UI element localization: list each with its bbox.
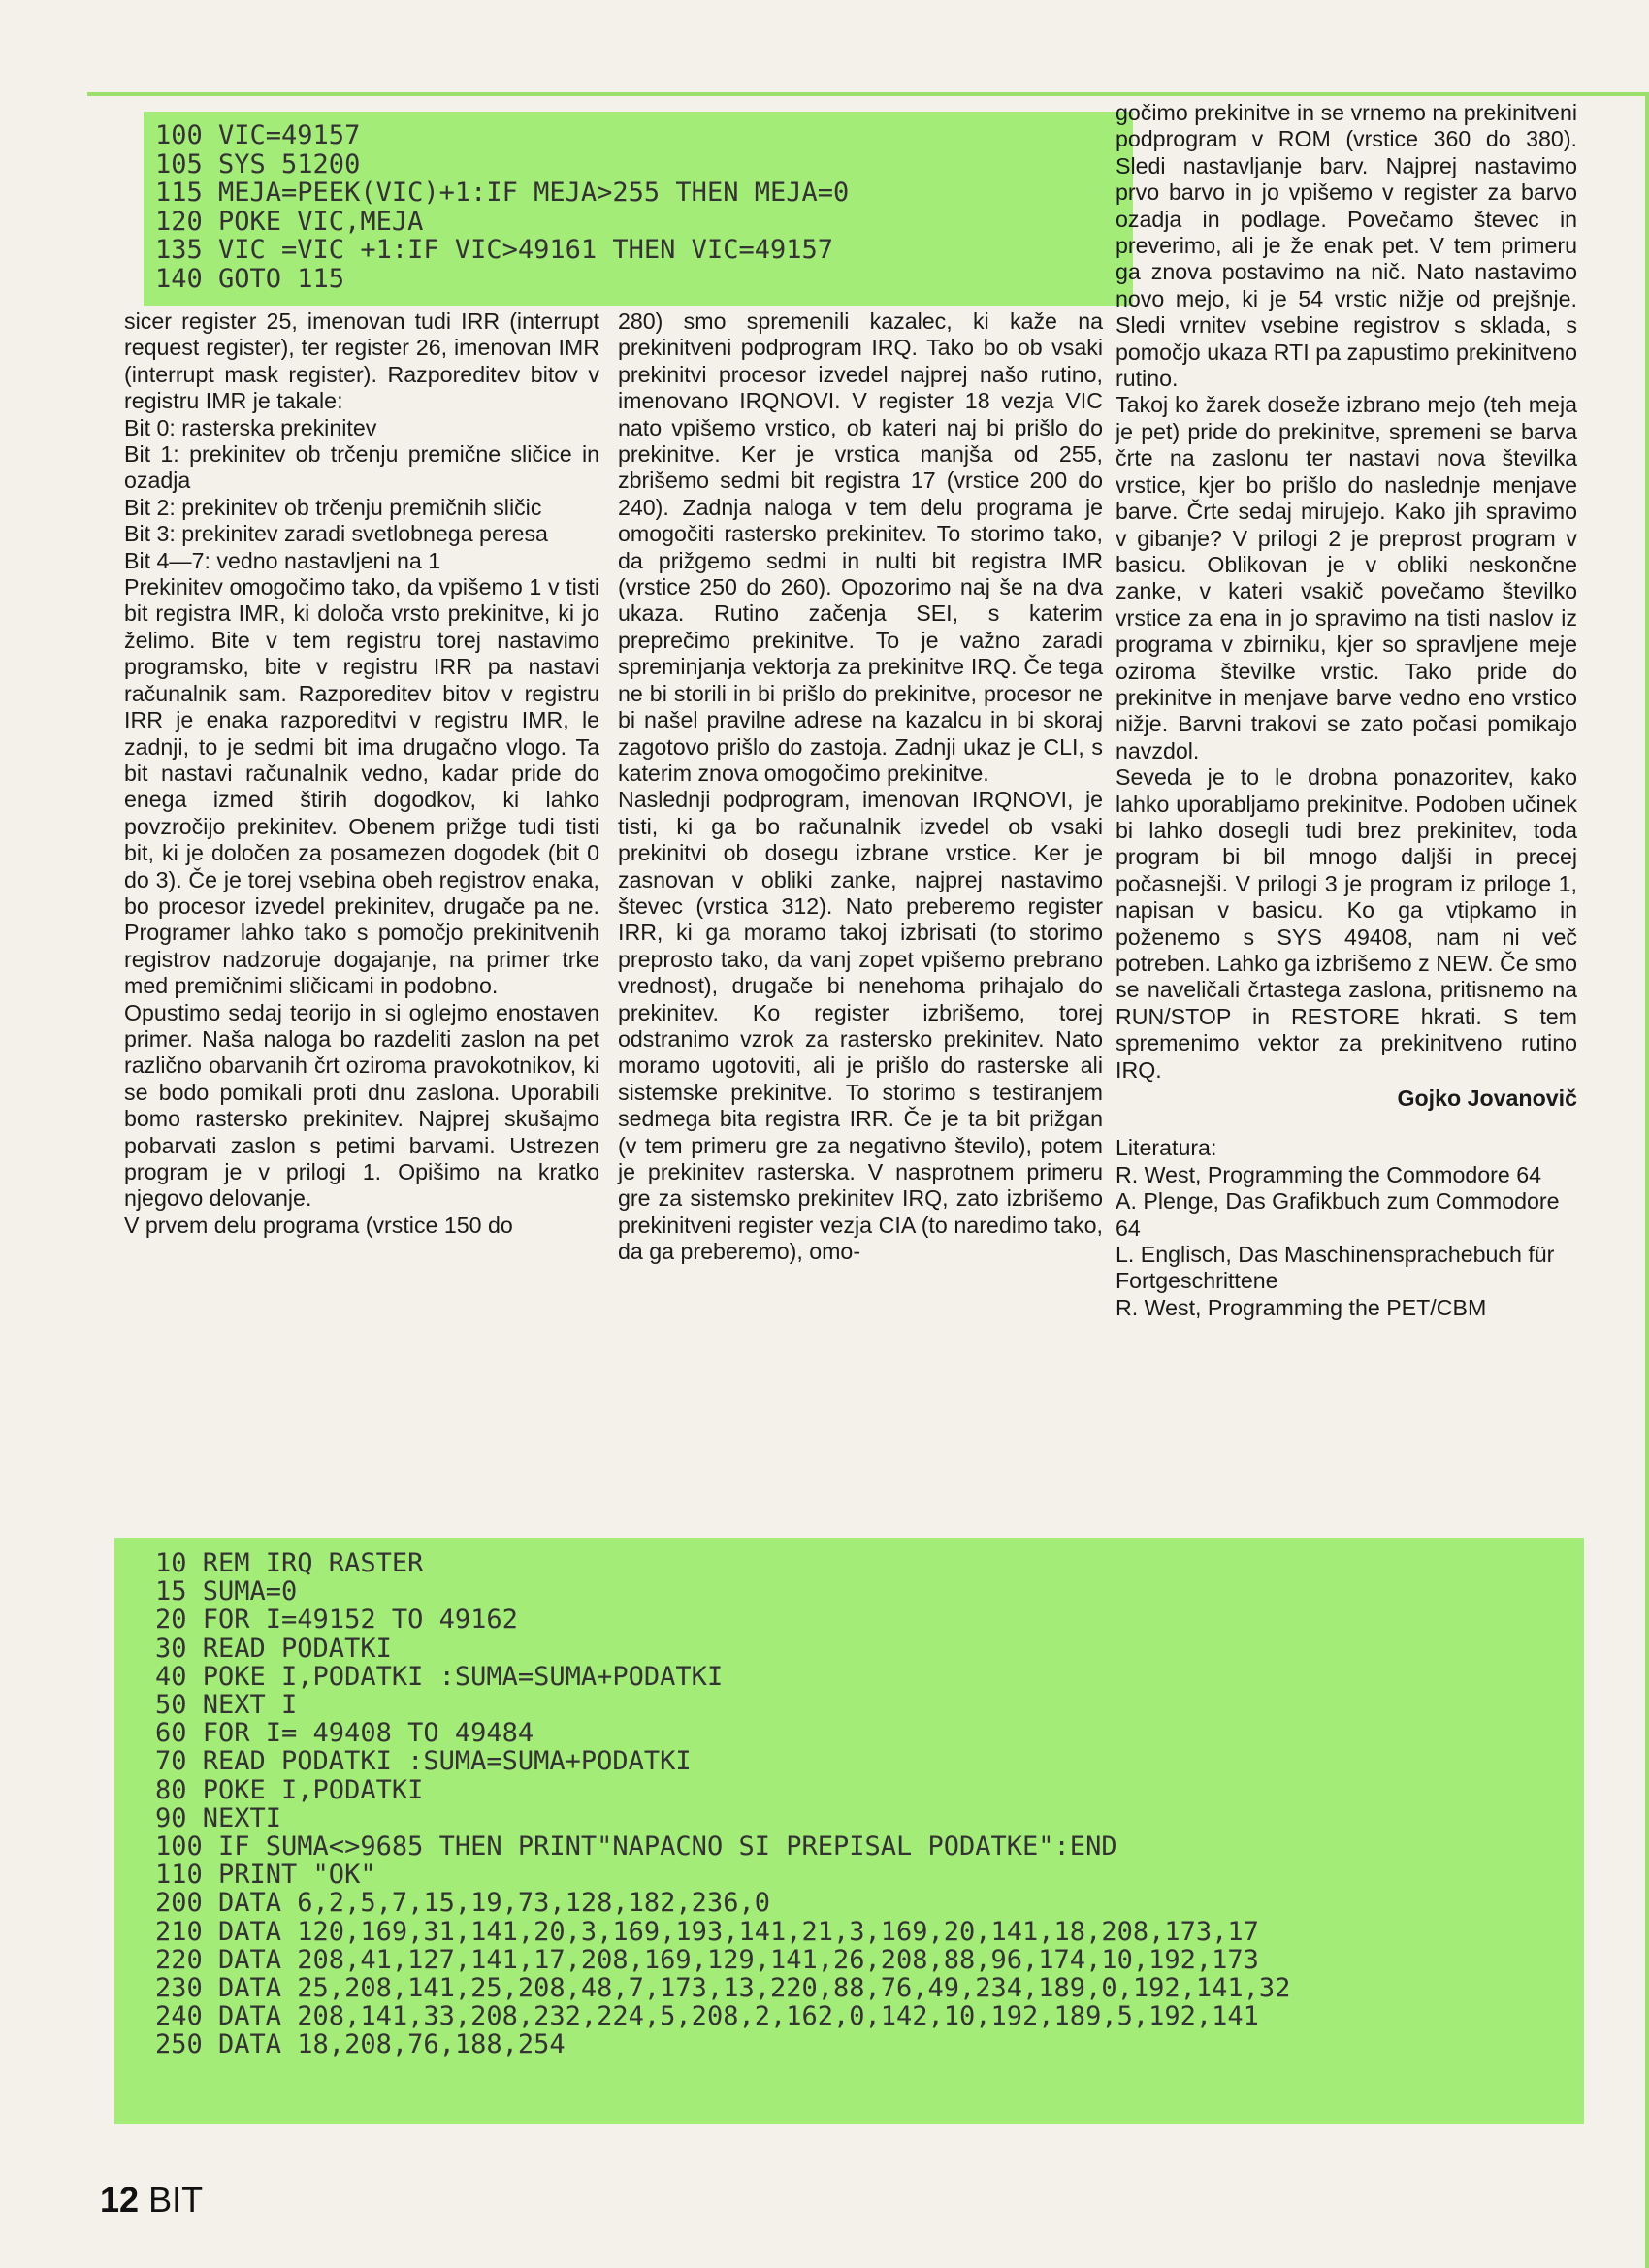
paragraph: 280) smo spremenili kazalec, ki kaže na prekinitveni podprogram IRQ. Tako bo ob vsaki prekinitvi procesor izvedel najprej našo rutino, imenovano IRQNOVI. V register 18 vezja VIC nato vpišemo vrstico, ob kateri naj bi prišlo do prekinitve. Ker je vrstica manjša od 255, zbrišemo sedmi bit registra 17 (vrstice 200 do 240). Zadnja naloga v tem delu programa je omogočiti rastersko prekinitev. To storimo tako, da prižgemo sedmi in nulti bit registra IMR (vrstice 250 do 260). Opozorimo naj še na dva ukaza. Rutino začenja SEI, s katerim preprečimo prekinitve. To je važno zaradi spreminjanja vektorja za prekinitve IRQ. Če tega ne bi storili in bi prišlo do prekinitve, procesor ne bi našel pravilne adrese na kazalcu in bi skoraj zagotovo prišlo do zastoja. Zadnji ukaz je CLI, s katerim znova omogočimo prekinitve. <box>618 308 1103 786</box>
code-line: 220 DATA 208,41,127,141,17,208,169,129,141,26,208,88,96,174,10,192,173 <box>155 1944 1259 1975</box>
code-line: 30 READ PODATKI <box>155 1633 392 1664</box>
code-line: 60 FOR I= 49408 TO 49484 <box>155 1718 534 1749</box>
paragraph: sicer register 25, imenovan tudi IRR (interrupt request register), ter register 26, imenovan IMR (interrupt mask register). Razporeditev bitov v registru IMR je takale: <box>124 308 599 414</box>
literature-item: A. Plenge, Das Grafikbuch zum Commodore 64 <box>1116 1188 1560 1241</box>
code-line: 230 DATA 25,208,141,25,208,48,7,173,13,220,88,76,49,234,189,0,192,141,32 <box>155 1973 1291 2004</box>
code-line: 100 VIC=49157 <box>155 120 361 150</box>
code-listing-top <box>144 112 1133 306</box>
code-line: 140 GOTO 115 <box>155 263 345 294</box>
code-line: 100 IF SUMA<>9685 THEN PRINT"NAPACNO SI PREPISAL PODATKE":END <box>155 1831 1117 1863</box>
article-column-left <box>124 308 599 1239</box>
code-line: 110 PRINT "OK" <box>155 1860 376 1891</box>
article-column-middle <box>618 308 1103 1266</box>
literature-item: R. West, Programming the Commodore 64 <box>1116 1161 1542 1187</box>
bit-item: Bit 1: prekinitev ob trčenju premične sličice in ozadja <box>124 441 599 494</box>
code-line: 20 FOR I=49152 TO 49162 <box>155 1604 518 1636</box>
bit-item: Bit 4—7: vedno nastavljeni na 1 <box>124 547 441 573</box>
bit-item: Bit 0: rasterska prekinitev <box>124 414 377 440</box>
code-line: 50 NEXT I <box>155 1690 298 1721</box>
page-footer <box>100 2180 203 2220</box>
code-line: 80 POKE I,PODATKI <box>155 1774 424 1805</box>
paragraph: Naslednji podprogram, imenovan IRQNOVI, je tisti, ki ga bo računalnik izvedel ob vsaki prekinitvi ob dosegu izbrane vrstice. Ker je zasnovan v obliki zanke, najprej nastavimo števec (vrstica 312). Nato preberemo register IRR, ki ga moramo takoj izbrisati (to storimo preprosto tako, da vanj zopet vpišemo prebrano vrednost), drugače bi nenehoma prihajalo do prekinitev. Ko register izbrišemo, torej odstranimo vzrok za rastersko prekinitev. Nato moramo ugotoviti, ali je prišlo do rasterske ali sistemske prekinitve. To storimo s testiranjem sedmega bita registra IRR. Če je ta bit prižgan (v tem primeru gre za negativno število), potem je prekinitev rasterska. V nasprotnem primeru gre za sistemsko prekinitev IRQ, zato izbrišemo prekinitveni register vezja CIA (to naredimo tako, da ga preberemo), omo- <box>618 787 1103 1265</box>
paragraph: Takoj ko žarek doseže izbrano mejo (teh meja je pet) pride do prekinitve, spremeni se barva črte na zaslonu ter nastavi nova številka vrstice, kjer bo prišlo do naslednje menjave barve. Črte sedaj mirujejo. Kako jih spravimo v gibanje? V prilogi 2 je preprost program v basicu. Oblikovan je v obliki neskončne zanke, v kateri vsakič povečamo številko vrstice za ena in jo spravimo na tisti naslov iz programa v zbirniku, kjer so spravljene meje oziroma številke vrstic. Tako pride do prekinitve in menjave barve vedno eno vrstico nižje. Barvni trakovi se zato počasi pomikajo navzdol. <box>1116 392 1577 763</box>
literature-heading: Literatura: <box>1116 1135 1217 1161</box>
literature-item: R. West, Programming the PET/CBM <box>1116 1294 1487 1320</box>
paragraph: gočimo prekinitve in se vrnemo na prekinitveni podprogram v ROM (vrstice 360 do 380). Sledi nastavljanje barv. Najprej nastavimo prvo barvo in jo vpišemo v register za barvo ozadja in podlage. Povečamo števec in preverimo, ali je že enak pet. V tem primeru ga znova postavimo na nič. Nato nastavimo novo mejo, ki je 54 vrstic nižje od prejšnje. Sledi vrnitev vsebine registrov s sklada, s pomočjo ukaza RTI pa zapustimo prekinitveno rutino. <box>1116 100 1577 392</box>
page-border-right <box>1645 92 1649 2268</box>
code-line: 240 DATA 208,141,33,208,232,224,5,208,2,162,0,142,10,192,189,5,192,141 <box>155 2001 1259 2032</box>
code-line: 120 POKE VIC,MEJA <box>155 206 424 237</box>
code-line: 70 READ PODATKI :SUMA=SUMA+PODATKI <box>155 1746 692 1777</box>
paragraph: Opustimo sedaj teorijo in si oglejmo enostaven primer. Naša naloga bo razdeliti zaslon na pet različno obarvanih črt oziroma pravokotnikov, ki se bodo pomikali proti dnu zaslona. Uporabili bomo rastersko prekinitev. Najprej skušajmo pobarvati zaslon s petimi barvami. Ustrezen program je v prilogi 1. Opišimo na kratko njegovo delovanje. <box>124 999 599 1212</box>
article-column-right <box>1116 100 1577 1321</box>
paragraph: V prvem delu programa (vrstice 150 do <box>124 1212 513 1238</box>
literature-item: L. Englisch, Das Maschinensprachebuch für Fortgeschrittene <box>1116 1242 1555 1294</box>
page-number: 12 <box>100 2180 140 2219</box>
code-listing-bottom <box>114 1538 1584 2124</box>
paragraph: Prekinitev omogočimo tako, da vpišemo 1 v tisti bit registra IMR, ki določa vrsto prekinitve, ki jo želimo. Bite v tem registru torej nastavimo programsko, bite v registru IRR pa nastavi računalnik sam. Razporeditev bitov v registru IRR je enaka razporeditvi v registru IMR, le zadnji, to je sedmi bit ima drugačno vlogo. Ta bit nastavi računalnik vedno, kadar pride do enega izmed štirih dogodkov, ki lahko povzročijo prekinitev. Obenem prižge tudi tisti bit, ki je določen za posamezen dogodek (bit 0 do 3). Če je torej vsebina obeh registrov enaka, bo procesor izvedel prekinitev, drugače pa ne. Programer lahko tako s pomočjo prekinitvenih registrov nadzoruje dogajanje, na primer trke med premičnimi sličicami in podobno. <box>124 574 599 999</box>
code-line: 90 NEXTI <box>155 1802 282 1833</box>
paragraph: Seveda je to le drobna ponazoritev, kako lahko uporabljamo prekinitve. Podoben učinek bi lahko dosegli tudi brez prekinitev, toda program bi bil mnogo daljši in precej počasnejši. V prilogi 3 je program iz priloge 1, napisan v basicu. Ko ga vtipkamo in poženemo s SYS 49408, nam ni več potreben. Lahko ga izbrišemo z NEW. Če smo se naveličali črtastega zaslona, pritisnemo na RUN/STOP in RESTORE hkrati. S tem spremenimo vektor za prekinitveno rutino IRQ. <box>1116 764 1577 1083</box>
page-border-top <box>87 92 1649 96</box>
magazine-name: BIT <box>148 2180 204 2219</box>
bit-item: Bit 2: prekinitev ob trčenju premičnih sličic <box>124 494 542 520</box>
code-line: 135 VIC =VIC +1:IF VIC>49161 THEN VIC=49157 <box>155 235 833 265</box>
code-line: 200 DATA 6,2,5,7,15,19,73,128,182,236,0 <box>155 1888 770 1919</box>
code-line: 15 SUMA=0 <box>155 1576 298 1607</box>
author-signature: Gojko Jovanovič <box>1397 1085 1577 1112</box>
code-line: 210 DATA 120,169,31,141,20,3,169,193,141,21,3,169,20,141,18,208,173,17 <box>155 1916 1259 1947</box>
code-line: 115 MEJA=PEEK(VIC)+1:IF MEJA>255 THEN MEJA=0 <box>155 178 850 208</box>
code-line: 105 SYS 51200 <box>155 148 361 179</box>
code-line: 40 POKE I,PODATKI :SUMA=SUMA+PODATKI <box>155 1661 724 1692</box>
bit-item: Bit 3: prekinitev zaradi svetlobnega peresa <box>124 521 548 547</box>
code-line: 250 DATA 18,208,76,188,254 <box>155 2029 566 2060</box>
code-line: 10 REM IRQ RASTER <box>155 1548 424 1578</box>
